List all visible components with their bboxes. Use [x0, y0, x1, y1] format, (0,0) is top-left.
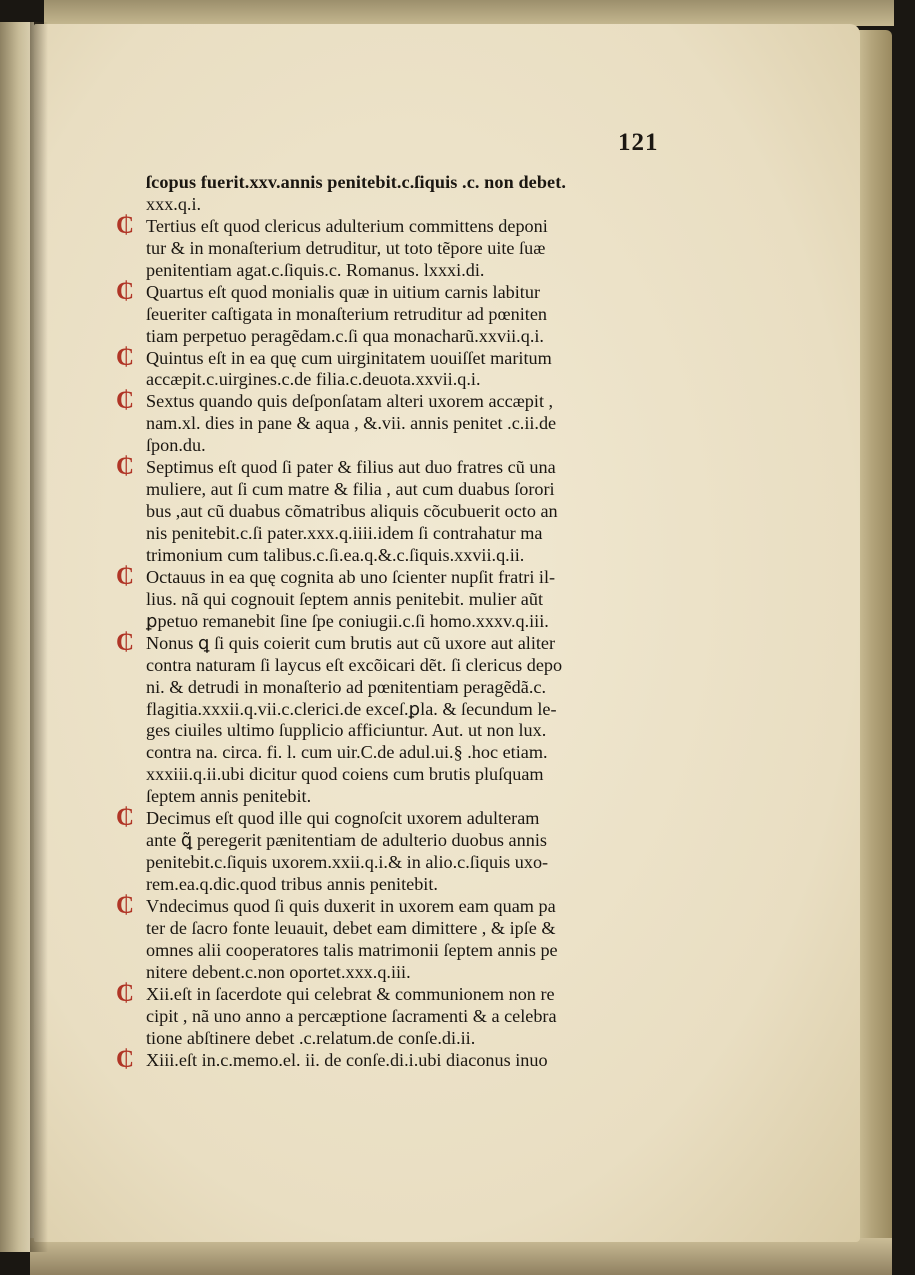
line-text: Sextus quando quis deſponſatam alteri uxorem accæpit ,: [146, 391, 554, 412]
line-text: ges ciuiles ultimo ſupplicio afficiuntur. Aut. ut non lux.: [146, 720, 547, 741]
line-text: ſpon.du.: [146, 435, 206, 456]
text-line: [146, 260, 676, 282]
line-text: Decimus eſt quod ille qui cognoſcit uxorem adulteram: [146, 808, 540, 829]
text-line: [146, 874, 676, 896]
text-line: [146, 326, 676, 348]
line-text: ſeueriter caſtigata in monaſterium retruditur ad pœniten: [146, 303, 547, 324]
text-line: [146, 1028, 676, 1050]
line-text: accæpit.c.uirgines.c.de filia.c.deuota.xxvii.q.i.: [146, 369, 481, 390]
paragraph-mark-icon: ₵: [115, 453, 135, 481]
paragraph-mark-icon: ₵: [115, 277, 135, 305]
text-column: [115, 172, 676, 1073]
text-line: [146, 962, 676, 984]
line-text: flagitia.xxxii.q.vii.c.clerici.de exceſ.ꝑla. & ſecundum le-: [146, 698, 557, 719]
text-line: [115, 453, 676, 481]
paragraph-mark-icon: ₵: [115, 1045, 135, 1073]
line-text: cipit , nã uno anno a percæptione ſacramenti & a celebra: [146, 1005, 557, 1026]
text-line: [146, 501, 676, 523]
text-line: [115, 343, 676, 371]
paragraph-mark-icon: ₵: [115, 804, 135, 832]
line-text: omnes alii cooperatores talis matrimonii ſeptem annis pe: [146, 939, 558, 960]
text-line: [115, 277, 676, 305]
line-text: Octauus in ea quę cognita ab uno ſcienter nupſit fratri il-: [146, 566, 556, 587]
line-text: bus ,aut cũ duabus cõmatribus aliquis cõcubuerit octo an: [146, 501, 558, 522]
text-line: [146, 677, 676, 699]
paragraph-mark-icon: ₵: [115, 562, 135, 590]
line-text: nitere debent.c.non oportet.xxx.q.iii.: [146, 961, 411, 982]
line-text: contra na. circa. fi. l. cum uir.C.de adul.ui.§ .hoc etiam.: [146, 742, 548, 763]
line-text: penitebit.c.ſiquis uxorem.xxii.q.i.& in alio.c.ſiquis uxo-: [146, 852, 549, 873]
line-text: contra naturam ſi laycus eſt excõicari dẽt. ſi clericus depo: [146, 654, 563, 675]
line-text: Tertius eſt quod clericus adulterium committens deponi: [146, 215, 548, 236]
line-text: penitentiam agat.c.ſiquis.c. Romanus. lxxxi.di.: [146, 259, 485, 280]
text-line: [146, 742, 676, 764]
facing-page-edge: [0, 22, 34, 1252]
text-line: [146, 369, 676, 391]
line-text: muliere, aut ſi cum matre & filia , aut cum duabus ſorori: [146, 479, 555, 500]
text-line: [115, 387, 676, 415]
text-line: [146, 479, 676, 501]
line-text: Vndecimus quod ſi quis duxerit in uxorem eam quam pa: [146, 895, 556, 916]
page-fore-edge: [858, 30, 892, 1250]
text-line: [146, 786, 676, 808]
text-line: [146, 852, 676, 874]
text-line: [146, 655, 676, 677]
line-text: rem.ea.q.dic.quod tribus annis penitebit.: [146, 874, 438, 894]
line-text: ni. & detrudi in monaſterio ad pœnitentiam peragẽdã.c.: [146, 676, 547, 697]
paragraph-mark-icon: ₵: [115, 628, 135, 656]
text-line: [115, 562, 676, 590]
text-line: [146, 545, 676, 567]
text-line: [146, 830, 676, 852]
line-text: tione abſtinere debet .c.relatum.de conſe.di.ii.: [146, 1027, 476, 1048]
line-text: ſcopus fuerit.xxv.annis penitebit.c.ſiquis .c. non debet.: [146, 172, 567, 192]
line-text: nis penitebit.c.ſi pater.xxx.q.iiii.idem ſi contrahatur ma: [146, 523, 543, 543]
page-top-edge: [44, 0, 894, 26]
text-line: [115, 1045, 676, 1073]
text-line: [146, 720, 676, 742]
line-text: lius. nã qui cognouit ſeptem annis penitebit. mulier aũt: [146, 588, 544, 609]
paragraph-mark-icon: ₵: [115, 891, 135, 919]
line-text: ter de ſacro fonte leuauit, debet eam dimittere , & ipſe &: [146, 917, 556, 938]
text-line: [146, 304, 676, 326]
text-line: [146, 918, 676, 940]
paragraph-mark-icon: ₵: [115, 979, 135, 1007]
text-line: [146, 194, 676, 216]
text-line: [115, 804, 676, 832]
line-text: Nonus ꝗ ſi quis coierit cum brutis aut cũ uxore aut aliter: [146, 632, 556, 653]
line-text: Quartus eſt quod monialis quæ in uitium carnis labitur: [146, 281, 541, 302]
line-text: tur & in monaſterium detruditur, ut toto tẽpore uite ſuæ: [146, 237, 546, 258]
folio-number: 121: [618, 129, 659, 156]
text-line: [146, 1006, 676, 1028]
paragraph-mark-icon: ₵: [115, 343, 135, 371]
text-line: [146, 699, 676, 721]
text-line: [115, 979, 676, 1007]
text-line: [146, 764, 676, 786]
text-line: [146, 523, 676, 545]
text-line: [146, 413, 676, 435]
gutter-shadow: [30, 22, 48, 1252]
page-bottom-edge: [30, 1238, 892, 1275]
line-text: nam.xl. dies in pane & aqua , &.vii. annis penitet .c.ii.de: [146, 413, 557, 434]
text-line: [146, 238, 676, 260]
text-line: [146, 172, 676, 194]
line-text: Xiii.eſt in.c.memo.el. ii. de conſe.di.i.ubi diaconus inuo: [146, 1049, 548, 1070]
line-text: xxx.q.i.: [146, 193, 202, 214]
text-line: [146, 589, 676, 611]
line-text: ſeptem annis penitebit.: [146, 786, 312, 807]
line-text: Xii.eſt in ſacerdote qui celebrat & communionem non re: [146, 983, 555, 1004]
line-text: Septimus eſt quod ſi pater & filius aut duo fratres cũ una: [146, 457, 556, 478]
text-line: [146, 435, 676, 457]
text-line: [146, 611, 676, 633]
line-text: ante ꝗ̃ peregerit pænitentiam de adulterio duobus annis: [146, 830, 547, 851]
text-line: [115, 211, 676, 239]
paragraph-mark-icon: ₵: [115, 211, 135, 239]
line-text: ꝑpetuo remanebit ſine ſpe coniugii.c.ſi homo.xxxv.q.iii.: [146, 610, 549, 631]
paragraph-mark-icon: ₵: [115, 387, 135, 415]
line-text: Quintus eſt in ea quę cum uirginitatem uouiſſet maritum: [146, 347, 552, 368]
text-line: [146, 940, 676, 962]
line-text: xxxiii.q.ii.ubi dicitur quod coiens cum brutis pluſquam: [146, 764, 544, 785]
text-line: [115, 628, 676, 656]
text-line: [115, 891, 676, 919]
line-text: trimonium cum talibus.c.ſi.ea.q.&.c.ſiquis.xxvii.q.ii.: [146, 544, 525, 565]
line-text: tiam perpetuo peragẽdam.c.ſi qua monacharũ.xxvii.q.i.: [146, 325, 544, 346]
